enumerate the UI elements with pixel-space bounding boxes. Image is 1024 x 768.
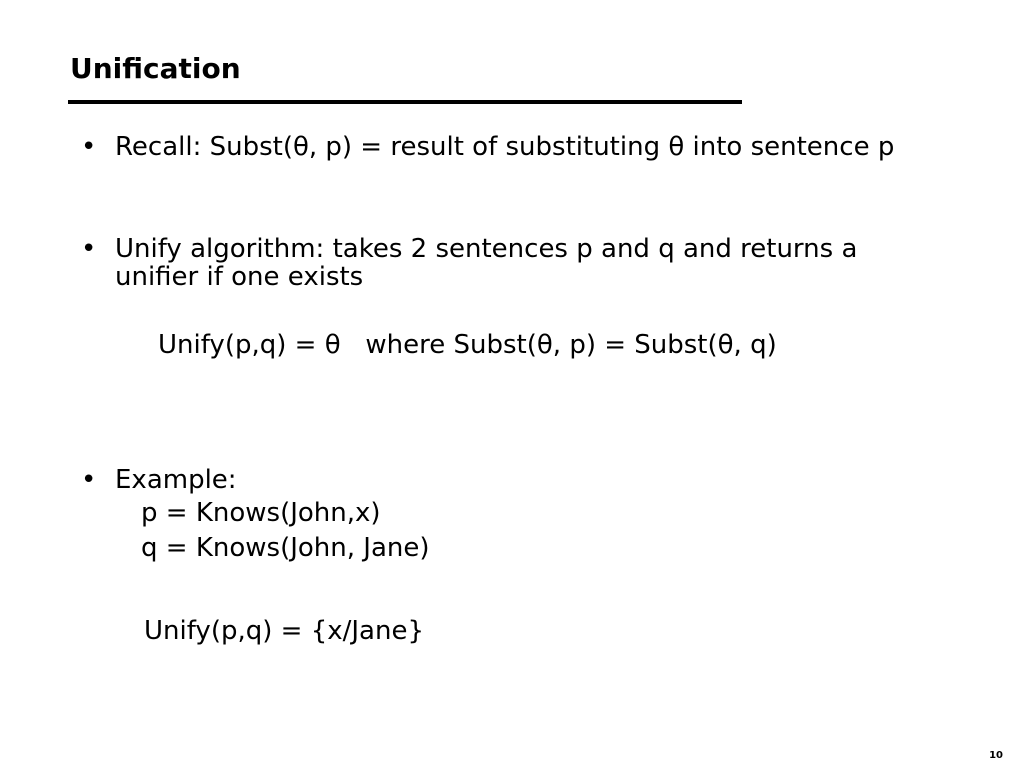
bullet-text: Recall: Subst(θ, p) = result of substituting θ into sentence p bbox=[115, 132, 895, 162]
slide-title: Unification bbox=[70, 52, 241, 85]
title-underline bbox=[68, 100, 742, 104]
bullet-marker: • bbox=[81, 465, 97, 495]
bullet-marker: • bbox=[81, 234, 97, 264]
unify-definition-formula: Unify(p,q) = θ where Subst(θ, p) = Subst(θ, q) bbox=[158, 330, 777, 360]
bullet-marker: • bbox=[81, 132, 97, 162]
example-sentence-q: q = Knows(John, Jane) bbox=[141, 533, 430, 563]
bullet-text-line: Unify algorithm: takes 2 sentences p and q and returns a bbox=[115, 234, 858, 264]
page-number: 10 bbox=[989, 750, 1003, 761]
bullet-text-line: unifier if one exists bbox=[115, 262, 364, 292]
unify-example-result: Unify(p,q) = {x/Jane} bbox=[144, 616, 424, 646]
example-sentence-p: p = Knows(John,x) bbox=[141, 498, 381, 528]
example-label: Example: bbox=[115, 465, 237, 495]
